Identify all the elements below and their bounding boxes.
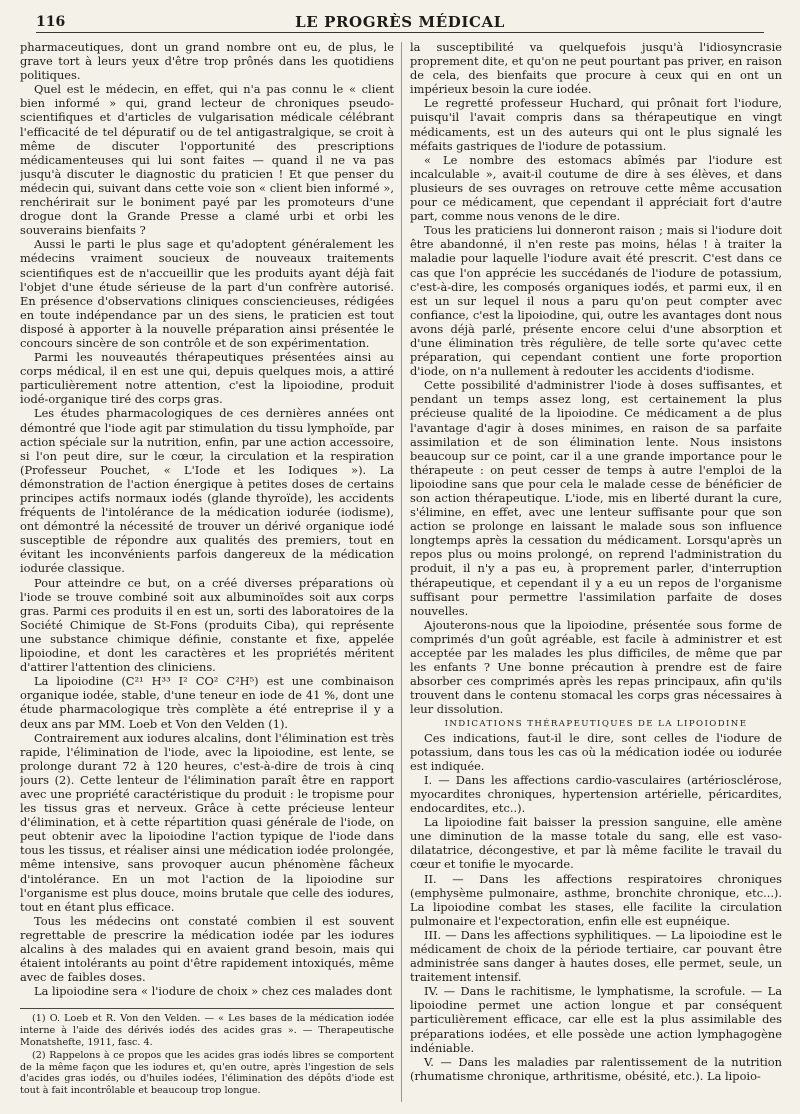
- paragraph: Ces indications, faut-il le dire, sont celles de l'iodure de potassium, dans tous les cas où la médication iodée ou iodurée est indiquée.: [410, 730, 782, 773]
- paragraph: pharmaceutiques, dont un grand nombre ont eu, de plus, le grave tort à leurs yeux d'être trop prônés dans les quotidiens politiques.: [20, 40, 394, 83]
- paragraph: Tous les praticiens lui donneront raison ; mais si l'iodure doit être abandonné, il n'en reste pas moins, hélas ! à traiter la maladie pour laquelle l'iodure avait été prescrit. C'est dans ce cas que l'on apprécie les succédanés de l'iodure de potassium, c'est-à-dire, les composés organiques iodés, et parmi eux, il en est un sur lequel il nous a paru qu'on peut compter avec confiance, c'est la lipoiodine, qui, outre les avantages dont nous avons déjà parlé, présente encore celui d'une absorption et d'une élimination très régulière, de telle sorte qu'avec cette préparation, qui cependant contient une forte proportion d'iode, on n'a nullement à redouter les accidents d'iodisme.: [410, 223, 782, 379]
- paragraph: Les études pharmacologiques de ces dernières années ont démontré que l'iode agit par stimulation du tissu lymphoïde, par action spéciale sur la nutrition, enfin, par une action accessoire, si l'on peut dire, sur le cœur, la circulation et la respiration (Professeur Pouchet, « L'Iode et les Iodiques »). La démonstration de l'action énergique à petites doses de certains principes actifs normaux iodés (glande thyroïde), les accidents fréquents de l'intolérance de la médication iodurée (iodisme), ont démontré la nécessité de trouver un dérivé organique iodé susceptible de répondre aux qualités des premiers, tout en évitant les inconvénients parfois dangereux de la médication iodurée classique.: [20, 406, 394, 576]
- paragraph: Parmi les nouveautés thérapeutiques présentées ainsi au corps médical, il en est une qui, depuis quelques mois, a attiré particulièrement notre attention, c'est la lipoiodine, produit iodé-organique tiré des corps gras.: [20, 350, 394, 407]
- footnote: (1) O. Loeb et R. Von den Velden. — « Les bases de la médication iodée interne à l'aide des dérivés iodés des acides gras ». — Therapeutische Monatshefte, 1911, fasc. 4.: [20, 1013, 394, 1048]
- indication-paragraph: III. — Dans les affections syphilitiques. — La lipoiodine est le médicament de choix de la période tertiaire, car pouvant être administrée sans danger à hautes doses, elle permet, seule, un traitement intensif.: [410, 927, 782, 985]
- paragraph: « Le nombre des estomacs abîmés par l'iodure est incalculable », avait-il coutume de dire à ses élèves, et dans plusieurs de ses ouvrages on retrouve cette même accusation pour ce médicament, que cependant il appréciait fort d'autre part, comme nous venons de le dire.: [410, 152, 782, 224]
- paragraph: Aussi le parti le plus sage et qu'adoptent généralement les médecins vraiment soucieux de nouveaux traitements scientifiques est de n'accueillir que les produits ayant déjà fait l'objet d'une étude sérieuse de la part d'un confrère autorisé. En présence d'observations cliniques consciencieuses, rédigées en toute indépendance par un des siens, le praticien est tout disposé à apporter à la nouvelle préparation ainsi présentée le concours sincère de son contrôle et de son expérimentation.: [20, 237, 394, 350]
- paragraph: Ajouterons-nous que la lipoiodine, présentée sous forme de comprimés d'un goût agréable, est facile à administrer et est acceptée par les malades les plus difficiles, de même que par les enfants ? Une bonne précaution à prendre est de faire absorber ces comprimés après les repas principaux, afin qu'ils trouvent dans le contenu stomacal les corps gras nécessaires à leur dissolution.: [410, 617, 782, 717]
- paragraph: Pour atteindre ce but, on a créé diverses préparations où l'iode se trouve combiné soit aux albuminoïdes soit aux corps gras. Parmi ces produits il en est un, sorti des laboratoires de la Société Chimique de St-Fons (produits Ciba), qui représente une substance chimique définie, constante et fixe, appelée lipoiodine, et dont les caractères et les propriétés méritent d'attirer l'attention des cliniciens.: [20, 575, 394, 675]
- journal-title: LE PROGRÈS MÉDICAL: [295, 13, 505, 31]
- section-heading: INDICATIONS THÉRAPEUTIQUES DE LA LIPOIODINE: [444, 718, 748, 729]
- indication-paragraph: I. — Dans les affections cardio-vasculaires (artériosclérose, myocardites chroniques, hypertension artérielle, péricardites, endocardites, etc..).: [410, 772, 782, 816]
- footnotes: [20, 1008, 394, 1096]
- left-column: [20, 40, 394, 1106]
- paragraph: Cette possibilité d'administrer l'iode à doses suffisantes, et pendant un temps assez long, est certainement la plus précieuse qualité de la lipoiodine. Ce médicament a de plus l'avantage d'agir à doses minimes, en raison de sa parfaite assimilation et de son élimination lente. Nous insistons beaucoup sur ce point, car il a une grande importance pour le thérapeute : on peut cesser de temps à autre l'emploi de la lipoiodine sans que pour cela le malade cesse de bénéficier de son action thérapeutique. L'iode, mis en liberté durant la cure, s'élimine, en effet, avec une lenteur suffisante pour que son action se prolonge en laissant le malade sous son influence longtemps après la cessation du médicament. Lorsqu'après un repos plus ou moins prolongé, on reprend l'administration du produit, il n'y a pas eu, à proprement parler, d'interruption thérapeutique, et cependant il y a eu un repos de l'organisme suffisant pour permettre l'assimilation parfaite de doses nouvelles.: [410, 378, 782, 618]
- paragraph: La lipoiodine (C²¹ H³³ I² CO² C²H⁵) est une combinaison organique iodée, stable, d'une teneur en iode de 41 %, dont une étude pharmacologique très complète a été entreprise il y a deux ans par MM. Loeb et Von den Velden (1).: [20, 674, 394, 731]
- indication-paragraph: V. — Dans les maladies par ralentissement de la nutrition (rhumatisme chronique, arthritisme, obésité, etc.). La lipoio-: [410, 1054, 782, 1083]
- page-header: [36, 6, 764, 33]
- paragraph: Contrairement aux iodures alcalins, dont l'élimination est très rapide, l'élimination de l'iode, avec la lipoiodine, est lente, se prolonge durant 72 à 120 heures, c'est-à-dire de trois à cinq jours (2). Cette lenteur de l'élimination paraît être en rapport avec une propriété caractéristique du produit : le tropisme pour les tissus gras et nerveux. Grâce à cette précieuse lenteur d'élimination, et à cette répartition quasi générale de l'iode, on peut obtenir avec la lipoiodine l'action typique de l'iode dans tous les tissus, et réaliser ainsi une médication iodée prolongée, même intensive, sans provoquer aucun phénomène fâcheux d'intolérance. En un mot l'action de la lipoiodine sur l'organisme est plus douce, moins brutale que celle des iodures, tout en étant plus efficace.: [20, 730, 394, 914]
- indication-paragraph: II. — Dans les affections respiratoires chroniques (emphysème pulmonaire, asthme, bronchite chronique, etc...). La lipoiodine combat les stases, elle facilite la circulation pulmonaire et l'expectoration, enfin elle est eupnéique.: [410, 871, 782, 928]
- indication-paragraph: IV. — Dans le rachitisme, le lymphatisme, la scrofule. — La lipoiodine permet une action longue et par conséquent particulièrement efficace, car elle est la plus assimilable des préparations iodées, et elle possède une action lymphagogène indéniable.: [410, 984, 782, 1055]
- right-column: [410, 40, 782, 1106]
- paragraph: la susceptibilité va quelquefois jusqu'à l'idiosyncrasie proprement dite, et qu'on ne peut pourtant pas priver, en raison de cela, des bienfaits que procure à ceux qui en ont un impérieux besoin la cure iodée.: [410, 40, 782, 97]
- paragraph: La lipoiodine fait baisser la pression sanguine, elle amène une diminution de la masse totale du sang, elle est vaso-dilatatrice, décongestive, et par là même facilite le travail du cœur et tonifie le myocarde.: [410, 815, 782, 872]
- paragraph: La lipoiodine sera « l'iodure de choix » chez ces malades dont: [34, 984, 393, 999]
- column-divider: [401, 42, 402, 1102]
- page-number: 116: [36, 14, 66, 30]
- paragraph: Tous les médecins ont constaté combien il est souvent regrettable de prescrire la médication iodée par les iodures alcalins à des malades qui en avaient grand besoin, mais qui étaient intolérants au point d'être rapidement intoxiqués, même avec de faibles doses.: [20, 913, 394, 985]
- footnote: (2) Rappelons à ce propos que les acides gras iodés libres se comportent de la même façon que les iodures et, qu'en outre, après l'ingestion de sels d'acides gras iodés, ou d'huiles iodées, l'élimination des dépôts d'iode est tout à fait incontrôlable et beaucoup trop longue.: [20, 1050, 394, 1096]
- paragraph: Quel est le médecin, en effet, qui n'a pas connu le « client bien informé » qui, grand lecteur de chroniques pseudo-scientifiques et d'articles de vulgarisation médicale célébrant l'efficacité de tel dépuratif ou de tel antigastralgique, se croit à même de discuter l'opportunité des prescriptions médicamenteuses qui lui sont faites — quand il ne va pas jusqu'à discuter le diagnostic du praticien ! Et que penser du médecin qui, suivant dans cette voie son « client bien informé », renchérirait sur le boniment payé par les promoteurs d'une drogue dont la Grande Presse a clamé urbi et orbi les souverains bienfaits ?: [20, 82, 394, 238]
- paragraph: Le regretté professeur Huchard, qui prônait fort l'iodure, puisqu'il l'avait compris dans sa thérapeutique en vingt médicaments, est un des auteurs qui ont le plus signalé les méfaits gastriques de l'iodure de potassium.: [410, 96, 782, 153]
